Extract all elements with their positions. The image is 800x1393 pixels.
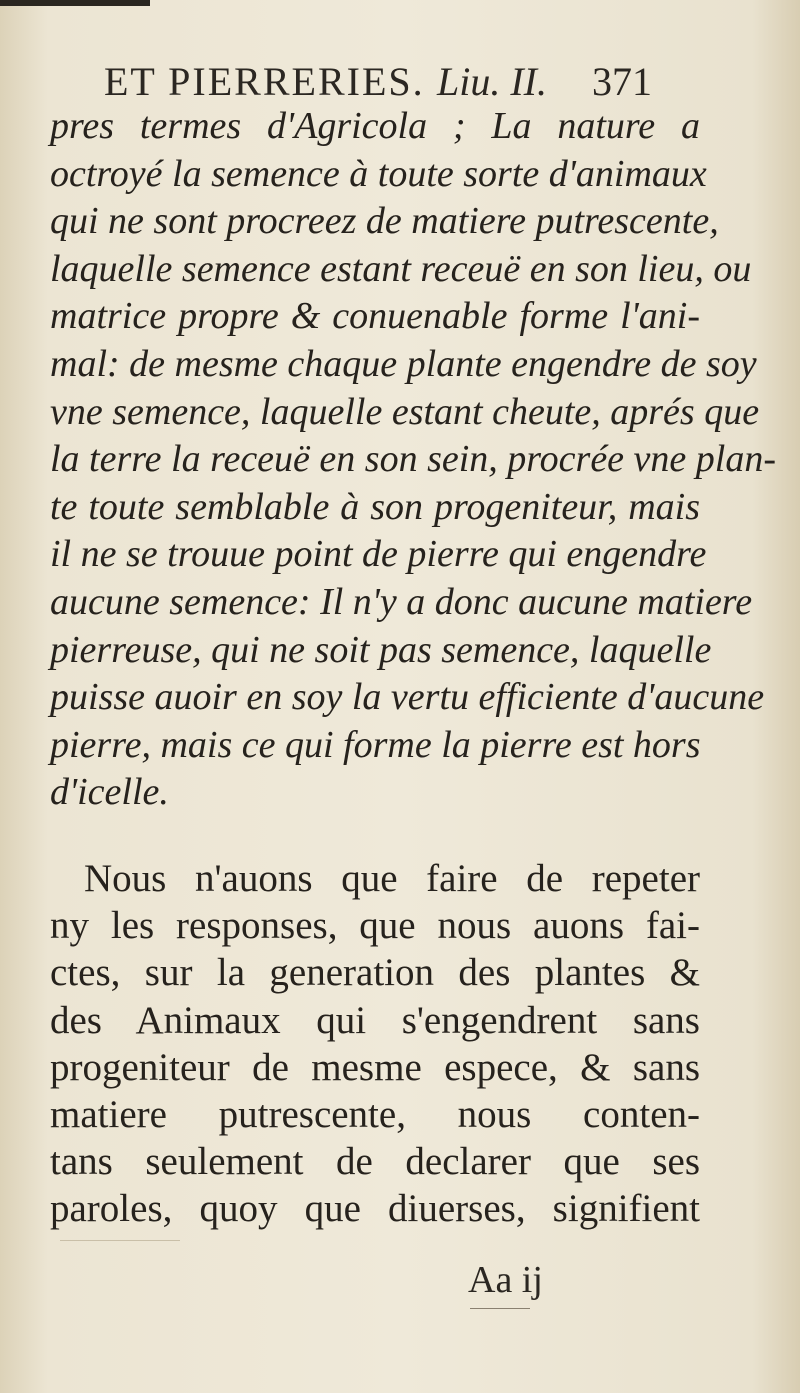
book-reference: Liu. II. xyxy=(437,59,547,104)
text-line: matiere putrescente, nous conten- xyxy=(50,1092,700,1136)
text-line: ctes, sur la generation des plantes & xyxy=(50,951,700,995)
text-line: pres termes d'Agricola ; La nature a xyxy=(50,105,700,147)
page-footer xyxy=(0,1258,800,1318)
text-line: la terre la receuë en son sein, procrée vne plan- xyxy=(50,438,776,481)
quoted-passage xyxy=(50,103,776,817)
text-line: pierreuse, qui ne soit pas semence, laquelle xyxy=(50,628,712,671)
text-line: qui ne sont procreez de matiere putrescente, xyxy=(50,200,719,243)
text-line: tans seulement de declarer que ses xyxy=(50,1140,700,1184)
signature-rule xyxy=(470,1308,530,1309)
body-paragraph xyxy=(50,855,700,1233)
text-line: paroles, quoy que diuerses, signifient xyxy=(50,1187,700,1231)
text-line: des Animaux qui s'engendrent sans xyxy=(50,998,700,1042)
text-line: pierre, mais ce qui forme la pierre est hors xyxy=(50,723,701,766)
text-line: Nous n'auons que faire de repeter xyxy=(84,857,700,900)
text-line: progeniteur de mesme espece, & sans xyxy=(50,1045,700,1089)
text-line: matrice propre & conuenable forme l'ani- xyxy=(50,295,700,338)
text-line: aucune semence: Il n'y a donc aucune matiere xyxy=(50,580,753,623)
signature-mark: Aa ij xyxy=(468,1259,543,1301)
text-line: puisse auoir en soy la vertu efficiente d'aucune xyxy=(50,676,765,719)
text-line: te toute semblable à son progeniteur, mais xyxy=(50,485,700,528)
paper-mark xyxy=(60,1240,180,1241)
text-line: octroyé la semence à toute sorte d'animaux xyxy=(50,152,707,195)
text-line: il ne se trouue point de pierre qui engendre xyxy=(50,533,707,576)
page-header xyxy=(0,58,800,108)
running-title: ET PIERRERIES. xyxy=(104,59,425,104)
page-edge-shadow xyxy=(0,0,150,6)
text-line: laquelle semence estant receuë en son lieu, ou xyxy=(50,247,752,290)
text-line-last: d'icelle. xyxy=(50,771,169,814)
text-line: vne semence, laquelle estant cheute, aprés que xyxy=(50,390,760,433)
text-line: mal: de mesme chaque plante engendre de soy xyxy=(50,342,757,385)
text-line: ny les responses, que nous auons fai- xyxy=(50,904,700,948)
page-number: 371 xyxy=(592,59,652,104)
